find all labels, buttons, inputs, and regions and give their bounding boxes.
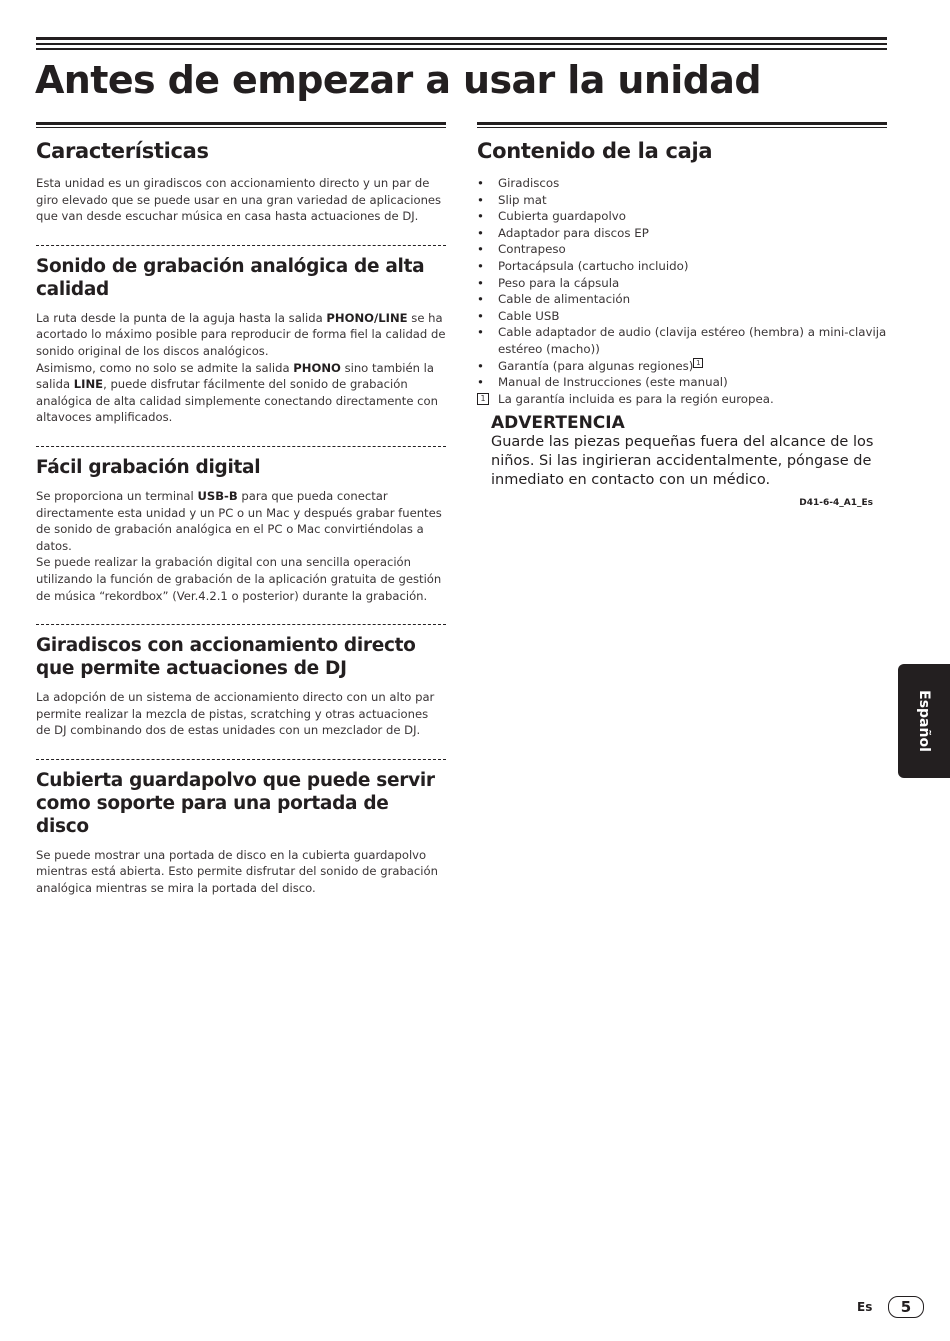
digital-text-2: Se puede realizar la grabación digital con una sencilla operación utilizando la función de grabación de la aplicación gratuita de gestión de música “rekordbox” (Ver.4.2.1 o posterior) durante la grabación. (36, 555, 442, 603)
list-item: • Manual de Instrucciones (este manual) (477, 374, 887, 391)
warning-title: ADVERTENCIA (491, 413, 625, 434)
footnote: 1 La garantía incluida es para la región europea. (477, 391, 887, 408)
list-item: • Garantía (para algunas regiones) 1 (477, 358, 887, 375)
language-tab (898, 664, 950, 778)
page-title: Antes de empezar a usar la unidad (35, 58, 761, 102)
right-column (477, 122, 887, 508)
page-number: 5 (888, 1296, 924, 1318)
list-item: • Adaptador para discos EP (477, 225, 887, 242)
dashed-divider (36, 245, 446, 246)
dust-cover-text: Se puede mostrar una portada de disco en la cubierta guardapolvo mientras está abierta. Esto permite disfrutar del sonido de grabación analógica mientras se mira la portada del disco. (36, 847, 438, 896)
footnote-number-icon: 1 (477, 393, 489, 405)
top-rules (36, 37, 887, 50)
dashed-divider (36, 624, 446, 625)
analog-heading: Sonido de grabación analógica de alta calidad (36, 255, 425, 300)
analog-text-1: La ruta desde la punta de la aguja hasta la salida PHONO/LINE se ha acortado lo máximo posible para reproducir de forma fiel la calidad de sonido original de los discos analógicos. (36, 310, 446, 358)
list-item: • Peso para la cápsula (477, 275, 887, 292)
left-column (36, 122, 446, 897)
list-item: • Contrapeso (477, 241, 887, 258)
warning-text: Guarde las piezas pequeñas fuera del alcance de los niños. Si las ingirieran accidentalmente, póngase de inmediato en contacto con un médico. (491, 434, 874, 489)
language-tab-label: Español (916, 690, 932, 752)
direct-drive-text: La adopción de un sistema de accionamiento directo con un alto par permite realizar la mezcla de pistas, scratching y otras actuaciones de DJ combinando dos de estas unidades con un mezclador de DJ. (36, 690, 435, 738)
footnote-mark-icon: 1 (693, 358, 703, 368)
features-heading: Características (36, 139, 209, 163)
direct-drive-heading: Giradiscos con accionamiento directo que permite actuaciones de DJ (36, 635, 416, 680)
analog-text-2: Asimismo, como no solo se admite la salida PHONO sino también la salida LINE, puede disfrutar fácilmente del sonido de grabación analógica de alta calidad simplemente conectando directamente con altavoces amplificados. (36, 360, 438, 425)
dust-cover-heading: Cubierta guardapolvo que puede servir como soporte para una portada de disco (36, 769, 435, 837)
footer-language: Es (857, 1300, 873, 1314)
section-rule (36, 122, 446, 128)
list-item: • Cable de alimentación (477, 291, 887, 308)
box-contents-heading: Contenido de la caja (477, 139, 713, 163)
warning-block (491, 413, 887, 508)
dashed-divider (36, 446, 446, 447)
digital-heading: Fácil grabación digital (36, 456, 261, 478)
list-item: • Cubierta guardapolvo (477, 208, 887, 225)
list-item: • Cable adaptador de audio (clavija estéreo (hembra) a mini-clavija estéreo (macho)) (477, 324, 887, 357)
list-item: • Slip mat (477, 192, 887, 209)
features-text: Esta unidad es un giradiscos con accionamiento directo y un par de giro elevado que se puede usar en una gran variedad de aplicaciones que van desde escuchar música en casa hasta actuaciones de DJ. (36, 176, 442, 224)
list-item: • Giradiscos (477, 175, 887, 192)
box-contents-list (477, 175, 887, 391)
list-item: • Portacápsula (cartucho incluido) (477, 258, 887, 275)
dashed-divider (36, 759, 446, 760)
section-rule (477, 122, 887, 128)
document-code: D41-6-4_A1_Es (799, 498, 873, 509)
digital-text-1: Se proporciona un terminal USB-B para que pueda conectar directamente esta unidad y un PC o un Mac y después grabar fuentes de sonido de grabación analógica en el PC o Mac convirtiéndolas a datos. (36, 488, 442, 553)
list-item: • Cable USB (477, 308, 887, 325)
